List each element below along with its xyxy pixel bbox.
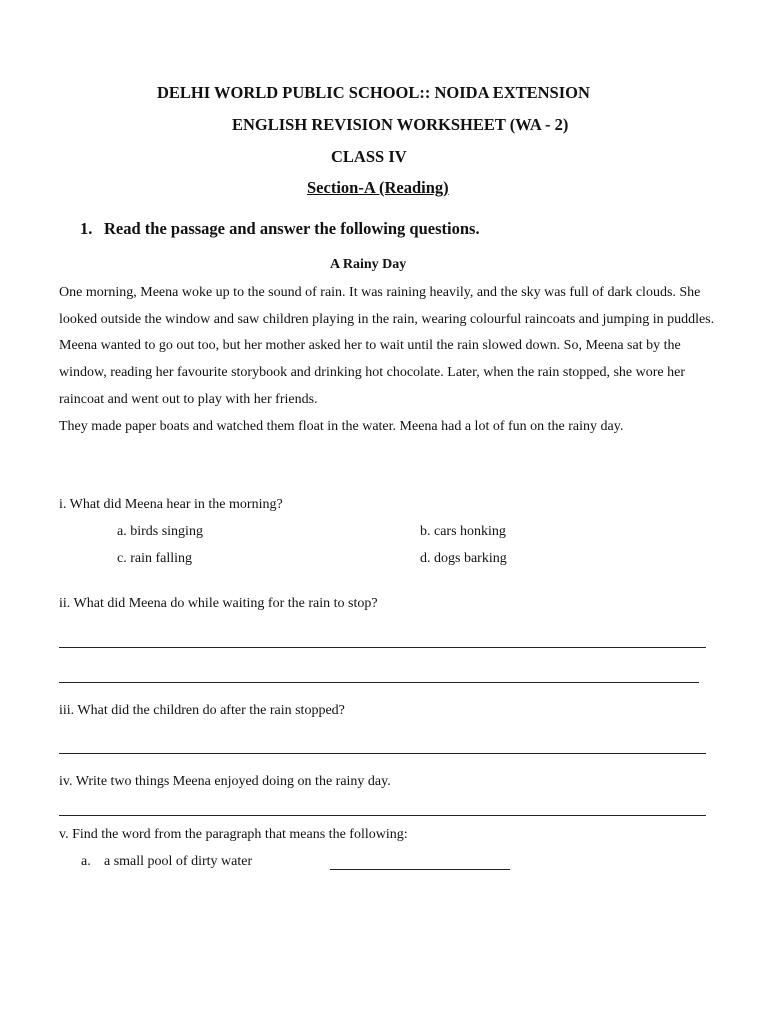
question-v-item-label: a. bbox=[81, 854, 91, 869]
option-c[interactable]: c. rain falling bbox=[117, 551, 193, 566]
passage-paragraph: One morning, Meena woke up to the sound of rain. It was raining heavily, and the sky was full of dark clouds. She looked outside the window and saw children playing in the rain, wearing colourful raincoats and jumping in puddles. bbox=[59, 285, 715, 327]
passage-paragraph: They made paper boats and watched them float in the water. Meena had a lot of fun on the rainy day. bbox=[59, 418, 624, 434]
class-label: CLASS IV bbox=[331, 147, 407, 166]
answer-line-ii-1[interactable] bbox=[59, 647, 706, 648]
answer-line-v-a[interactable] bbox=[330, 869, 510, 870]
answer-line-iv[interactable] bbox=[59, 815, 706, 816]
section-heading: Section-A (Reading) bbox=[307, 178, 449, 197]
answer-line-iii[interactable] bbox=[59, 753, 706, 754]
question-ii: ii. What did Meena do while waiting for the rain to stop? bbox=[59, 596, 378, 611]
option-a[interactable]: a. birds singing bbox=[117, 524, 203, 539]
question-iii: iii. What did the children do after the rain stopped? bbox=[59, 703, 345, 718]
question-v: v. Find the word from the paragraph that means the following: bbox=[59, 827, 408, 842]
question-1-instruction bbox=[80, 219, 480, 239]
answer-line-ii-2[interactable] bbox=[59, 682, 699, 683]
question-iv: iv. Write two things Meena enjoyed doing on the rainy day. bbox=[59, 774, 391, 789]
question-i: i. What did Meena hear in the morning? bbox=[59, 497, 283, 512]
option-b[interactable]: b. cars honking bbox=[420, 524, 506, 539]
passage-title: A Rainy Day bbox=[330, 257, 407, 272]
question-1-text: Read the passage and answer the following questions. bbox=[104, 219, 480, 238]
passage-paragraph: Meena wanted to go out too, but her mother asked her to wait until the rain slowed down. So, Meena sat by the window, reading her favourite storybook and drinking hot chocolate. Later, when the rain stopped, she wore her raincoat and went out to play with her friends. bbox=[59, 338, 686, 407]
option-d[interactable]: d. dogs barking bbox=[420, 551, 507, 566]
school-name: DELHI WORLD PUBLIC SCHOOL:: NOIDA EXTENSION bbox=[157, 83, 590, 102]
question-1-number: 1. bbox=[80, 219, 93, 238]
worksheet-title: ENGLISH REVISION WORKSHEET (WA - 2) bbox=[232, 115, 569, 134]
question-v-item-text: a small pool of dirty water bbox=[104, 854, 253, 869]
passage-body bbox=[59, 280, 719, 440]
